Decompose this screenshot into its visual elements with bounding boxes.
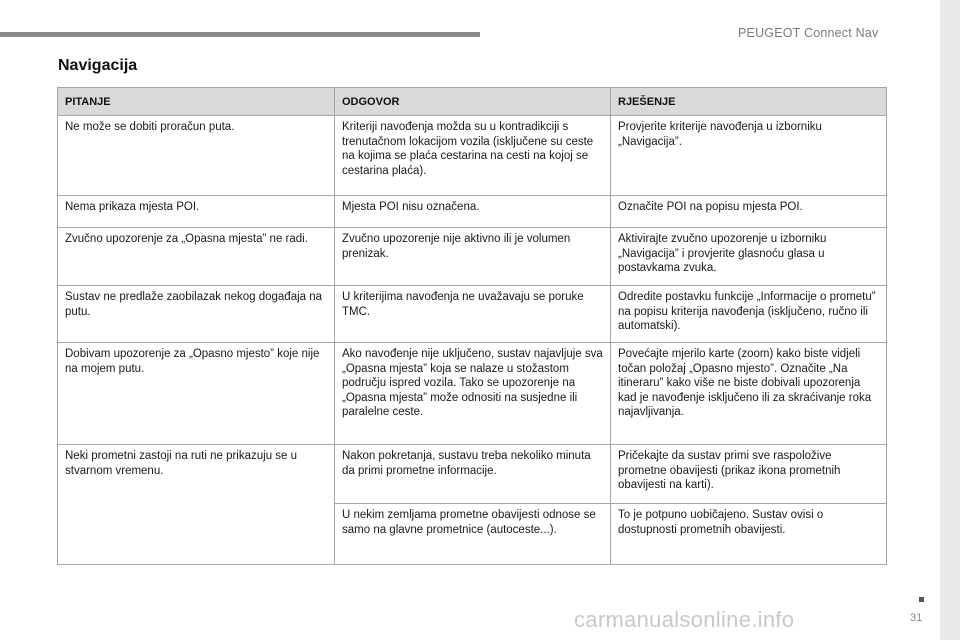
solution-cell: To je potpuno uobičajeno. Sustav ovisi o dostupnosti prometnih obavijesti. [611, 504, 887, 565]
solution-cell: Označite POI na popisu mjesta POI. [611, 196, 887, 228]
answer-cell: Ako navođenje nije uključeno, sustav najavljuje sva „Opasna mjesta” koja se nalaze u stožastom području ispred vozila. Tako se upozorenje na „Opasna mjesta” može odnositi na susjedne ili paralelne ceste. [335, 343, 611, 445]
table-row [58, 445, 887, 504]
table-row [58, 196, 887, 228]
solution-cell: Aktivirajte zvučno upozorenje u izborniku „Navigacija” i provjerite glasnoću glasa u postavkama zvuka. [611, 228, 887, 286]
column-header-question: PITANJE [58, 88, 335, 116]
table-row [58, 286, 887, 343]
answer-cell: U nekim zemljama prometne obavijesti odnose se samo na glavne prometnice (autoceste...). [335, 504, 611, 565]
page-title: Navigacija [58, 57, 138, 74]
solution-cell: Odredite postavku funkcije „Informacije o prometu” na popisu kriterija navođenja (isključeno, ručno ili automatski). [611, 286, 887, 343]
question-cell: Neki prometni zastoji na ruti ne prikazuju se u stvarnom vremenu. [58, 445, 335, 565]
solution-cell: Povećajte mjerilo karte (zoom) kako biste vidjeli točan položaj „Opasno mjesto”. Označite „Na itineraru” kako više ne biste dobivali upozorenja kad je navođenje isključeno ili za skraćivanje roka najavljivanja. [611, 343, 887, 445]
troubleshooting-table [57, 87, 887, 565]
table-header-row [58, 88, 887, 116]
question-cell: Nema prikaza mjesta POI. [58, 196, 335, 228]
answer-cell: Nakon pokretanja, sustavu treba nekoliko minuta da primi prometne informacije. [335, 445, 611, 504]
table-row [58, 343, 887, 445]
table-row [58, 116, 887, 196]
side-strip [940, 0, 960, 640]
table-row [58, 228, 887, 286]
answer-cell: U kriterijima navođenja ne uvažavaju se poruke TMC. [335, 286, 611, 343]
column-header-solution: RJEŠENJE [611, 88, 887, 116]
column-header-answer: ODGOVOR [335, 88, 611, 116]
answer-cell: Mjesta POI nisu označena. [335, 196, 611, 228]
question-cell: Zvučno upozorenje za „Opasna mjesta” ne radi. [58, 228, 335, 286]
header-rule [0, 32, 480, 37]
watermark: carmanualsonline.info [574, 607, 795, 632]
answer-cell: Kriteriji navođenja možda su u kontradikciji s trenutačnom lokacijom vozila (isključene su ceste na kojima se plaća cestarina na cesti na kojoj se cestarina plaća). [335, 116, 611, 196]
question-cell: Sustav ne predlaže zaobilazak nekog događaja na putu. [58, 286, 335, 343]
page-number: 31 [910, 612, 923, 624]
bullet-marker [919, 597, 924, 602]
question-cell: Dobivam upozorenje za „Opasno mjesto” koje nije na mojem putu. [58, 343, 335, 445]
brand-label: PEUGEOT Connect Nav [738, 26, 879, 40]
question-cell: Ne može se dobiti proračun puta. [58, 116, 335, 196]
solution-cell: Pričekajte da sustav primi sve raspoložive prometne obavijesti (prikaz ikona prometnih obavijesti na karti). [611, 445, 887, 504]
answer-cell: Zvučno upozorenje nije aktivno ili je volumen prenizak. [335, 228, 611, 286]
solution-cell: Provjerite kriterije navođenja u izborniku „Navigacija”. [611, 116, 887, 196]
